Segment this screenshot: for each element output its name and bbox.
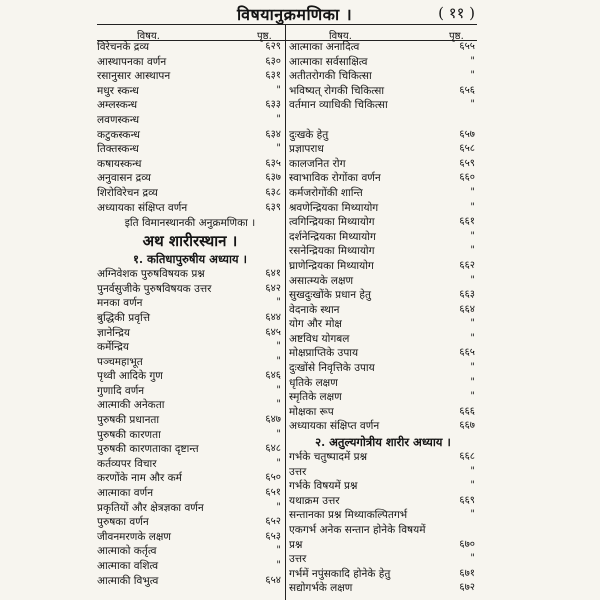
- entry-page: ": [276, 355, 281, 367]
- entry-title: उत्तर: [289, 553, 307, 566]
- index-entry: [289, 303, 477, 318]
- entry-title: गर्भके चतुष्पादमें प्रश्न: [289, 451, 368, 464]
- entry-page: ६३४: [265, 128, 281, 140]
- entry-page: ६४६: [265, 370, 281, 382]
- entry-page: ६७२: [459, 582, 475, 594]
- entry-page: ६७०: [459, 538, 475, 550]
- entry-page: ६५८: [459, 143, 475, 155]
- entry-page: ६६७: [459, 420, 475, 432]
- entry-title: कालजनित रोग: [289, 157, 346, 170]
- entry-page: ६६९: [459, 494, 475, 506]
- index-entry: [97, 98, 283, 113]
- entry-title: आत्माका वशित्व: [97, 560, 159, 572]
- entry-page: ": [276, 545, 281, 557]
- entry-page: ६६४: [459, 303, 475, 315]
- index-entry: [97, 355, 283, 370]
- entry-page: ": [470, 99, 475, 111]
- entry-page: ": [470, 553, 475, 565]
- index-entry: [97, 398, 283, 413]
- entry-page: ६३०: [265, 55, 281, 67]
- index-entry: [97, 267, 283, 282]
- entry-page: ": [276, 341, 281, 353]
- entry-title: अध्यायका संक्षिप्त वर्णन: [289, 420, 380, 433]
- index-entry: [289, 84, 477, 99]
- entry-title: अग्निवेशक पुरुषविषयक प्रश्न: [97, 268, 205, 281]
- entry-title: मोक्षका रूप: [289, 405, 334, 418]
- index-entry: [97, 84, 283, 99]
- chapter-title-2: २. अतुल्यगोत्रीय शारीर अध्याय ।: [315, 435, 451, 450]
- entry-title: असात्म्यके लक्षण: [289, 274, 354, 287]
- entry-page: ": [470, 318, 475, 330]
- header-page-number: ( ११ ): [438, 4, 475, 22]
- entry-title: प्रकृतियों और क्षेत्रज्ञका वर्णन: [97, 501, 204, 514]
- entry-page: ": [470, 391, 475, 403]
- end-note: इति विमानस्थानकी अनुक्रमणिका ।: [124, 217, 256, 230]
- entry-title: शिरोविरेचन द्रव्य: [97, 186, 158, 199]
- index-entry: [97, 574, 283, 589]
- index-entry: [289, 55, 477, 70]
- entry-title: उत्तर: [289, 465, 307, 478]
- entry-page: ६४७: [265, 414, 281, 426]
- left-entries-bottom: [97, 267, 283, 588]
- section-title: अथ शारीरस्थान ।: [142, 232, 238, 251]
- entry-title: एकगर्भ अनेक सन्तान होनेके विषयमें: [289, 524, 426, 536]
- index-entry: [289, 142, 477, 157]
- entry-title: आत्माका अनादित्व: [289, 41, 360, 53]
- index-entry: [97, 413, 283, 428]
- index-entry: [97, 142, 283, 157]
- entry-page: ": [276, 84, 281, 96]
- index-entry: [289, 376, 477, 391]
- entry-page: ": [470, 362, 475, 374]
- index-entry: [97, 171, 283, 186]
- entry-page: ६३९: [265, 201, 281, 213]
- entry-title: गर्भके विषयमें प्रश्न: [289, 480, 358, 493]
- entry-title: सद्योगर्भके लक्षण: [289, 582, 353, 595]
- entry-title: मोक्षप्राप्तिके उपाय: [289, 347, 359, 360]
- index-entry: [289, 523, 477, 538]
- left-column: [97, 40, 283, 588]
- entry-title: कषायस्कन्ध: [97, 157, 142, 170]
- entry-page: ६४२: [265, 282, 281, 294]
- index-entry: [97, 282, 283, 297]
- entry-title: पुनर्वसुजीके पुरुषविषयक उत्तर: [97, 282, 212, 295]
- index-entry: [289, 479, 477, 494]
- index-entry: [289, 465, 477, 480]
- index-entry: [97, 515, 283, 530]
- entry-page: ६५०: [265, 472, 281, 484]
- entry-page: ६५४: [265, 574, 281, 586]
- entry-title: कर्मेन्द्रिय: [97, 341, 129, 354]
- entry-page: ६५५: [459, 41, 475, 52]
- index-entry: [289, 186, 477, 201]
- entry-page: ": [470, 55, 475, 67]
- entry-page: ": [276, 428, 281, 440]
- entry-title: ज्ञानेन्द्रिय: [97, 326, 130, 339]
- index-entry: [97, 428, 283, 443]
- entry-page: ६६५: [459, 347, 475, 359]
- entry-title: सन्तानका प्रश्न मिथ्याकल्पितगर्भ: [289, 509, 408, 522]
- entry-title: प्रज्ञापराध: [289, 143, 324, 156]
- entry-page: ६३८: [265, 186, 281, 198]
- index-entry: [97, 486, 283, 501]
- index-entry: [289, 288, 477, 303]
- entry-title: बुद्धिकी प्रवृत्ति: [97, 311, 151, 324]
- entry-title: सुखदुःखोंके प्रधान हेतु: [289, 289, 371, 302]
- index-entry: [289, 157, 477, 172]
- entry-page: ": [276, 297, 281, 309]
- entry-title: आत्माका वर्णन: [97, 487, 154, 500]
- entry-title: दुःखोंसे निवृत्तिके उपाय: [289, 362, 375, 375]
- index-entry: [289, 405, 477, 420]
- entry-page: ": [470, 186, 475, 198]
- entry-page: ६५९: [459, 157, 475, 169]
- entry-title: अध्यायका संक्षिप्त वर्णन: [97, 201, 188, 214]
- entry-page: ६७१: [459, 567, 475, 579]
- entry-title: गर्भमें नपुंसकादि होनेके हेतु: [289, 567, 391, 580]
- index-entry: [97, 442, 283, 457]
- header-title: विषयानुक्रमणिका ।: [237, 5, 353, 24]
- entry-title: दर्शनेन्द्रियका मिथ्यायोग: [289, 230, 376, 243]
- entry-page: ": [470, 376, 475, 388]
- index-entry: [97, 559, 283, 574]
- entry-title: दुःखके हेतु: [289, 128, 329, 141]
- entry-title: त्वगिन्द्रियका मिथ्यायोग: [289, 216, 375, 229]
- entry-title: अम्लस्कन्ध: [97, 99, 138, 112]
- entry-title: आत्माकी विभुत्व: [97, 574, 159, 587]
- index-entry: [97, 296, 283, 311]
- entry-page: ": [470, 70, 475, 82]
- index-entry: [97, 40, 283, 55]
- entry-title: प्रश्न: [289, 538, 303, 551]
- index-entry: [289, 450, 477, 465]
- entry-page: ": [470, 480, 475, 492]
- entry-title: कर्तव्यपर विचार: [97, 457, 157, 470]
- index-entry: [97, 369, 283, 384]
- index-entry: [289, 98, 477, 113]
- entry-title: भविष्यत् रोगकी चिकित्सा: [289, 84, 385, 97]
- entry-page: ": [276, 384, 281, 396]
- entry-page: ६४४: [265, 311, 281, 323]
- index-entry: [97, 340, 283, 355]
- entry-title: घ्राणेन्द्रियका मिथ्यायोग: [289, 259, 374, 272]
- entry-page: ६६१: [459, 216, 475, 228]
- page-header: [97, 2, 477, 24]
- entry-title: पञ्चमहाभूत: [97, 355, 143, 368]
- entry-title: पुरुषकी कारणता: [97, 428, 161, 441]
- entry-page: ": [470, 509, 475, 521]
- index-entry: [289, 317, 477, 332]
- entry-title: जीवनमरणके लक्षण: [97, 530, 171, 543]
- entry-title: पृथ्वी आदिके गुण: [97, 370, 163, 383]
- index-entry: [289, 215, 477, 230]
- entry-title: मधुर स्कन्ध: [97, 84, 139, 97]
- entry-title: अनुवासन द्रव्य: [97, 172, 151, 185]
- entry-page: ६६३: [459, 289, 475, 301]
- index-entry: [289, 128, 477, 143]
- entry-page: ६६०: [459, 172, 475, 184]
- index-entry: [289, 581, 477, 596]
- right-entries-bottom: [289, 450, 477, 596]
- entry-page: ६५३: [265, 530, 281, 542]
- entry-title: पुरुषका वर्णन: [97, 516, 149, 529]
- left-page-header: पृष्ठ.: [257, 31, 272, 42]
- entry-page: ": [470, 245, 475, 257]
- entry-title: स्मृतिके लक्षण: [289, 391, 342, 404]
- index-entry: [97, 384, 283, 399]
- column-divider: [285, 24, 286, 600]
- entry-page: ६६२: [459, 259, 475, 271]
- entry-page: ": [276, 501, 281, 513]
- index-entry: [97, 69, 283, 84]
- entry-title: योग और मोक्ष: [289, 318, 342, 331]
- entry-page: ": [276, 143, 281, 155]
- entry-title: लवणस्कन्ध: [97, 113, 140, 126]
- entry-page: ६४१: [265, 268, 281, 280]
- entry-page: ": [470, 274, 475, 286]
- index-entry: [289, 69, 477, 84]
- entry-title: आत्माकी अनेकता: [97, 399, 165, 412]
- entry-title: रसनेन्द्रियका मिथ्यायोग: [289, 245, 375, 258]
- entry-page: ६५६: [459, 84, 475, 96]
- entry-page: ६३५: [265, 157, 281, 169]
- index-entry: [289, 332, 477, 347]
- entry-title: पुरुषकी प्रधानता: [97, 414, 160, 427]
- index-entry: [289, 552, 477, 567]
- index-entry: [289, 508, 477, 523]
- entry-title: यथाक्रम उत्तर: [289, 494, 340, 507]
- entry-title: करणोंके नाम और कर्म: [97, 472, 182, 485]
- index-entry: [289, 171, 477, 186]
- entry-title: आस्थापनका वर्णन: [97, 55, 167, 68]
- index-entry: [97, 128, 283, 143]
- index-entry: [289, 201, 477, 216]
- entry-title: वर्तमान व्याधिकी चिकित्सा: [289, 99, 388, 112]
- entry-title: गुणादि वर्णन: [97, 384, 145, 397]
- index-entry: [97, 157, 283, 172]
- entry-page: ६४५: [265, 326, 281, 338]
- index-entry: [97, 113, 283, 128]
- entry-page: ६५१: [265, 487, 281, 499]
- entry-page: ६५२: [265, 516, 281, 528]
- entry-title: मनका वर्णन: [97, 297, 143, 310]
- entry-title: कटुकस्कन्ध: [97, 128, 140, 141]
- entry-page: ६६६: [459, 405, 475, 417]
- entry-title: अष्टविध योगबल: [289, 332, 350, 345]
- index-entry: [289, 567, 477, 582]
- entry-title: तिक्तस्कन्ध: [97, 143, 139, 156]
- entry-page: ": [276, 113, 281, 125]
- entry-page: ६५७: [459, 128, 475, 140]
- index-entry: [97, 311, 283, 326]
- entry-title: विरेचनके द्रव्य: [97, 41, 150, 53]
- entry-title: कर्मजरोगोंकी शान्ति: [289, 186, 363, 199]
- entry-page: ": [470, 201, 475, 213]
- right-column: [289, 40, 477, 596]
- entry-title: आत्माको कर्तृत्व: [97, 545, 157, 558]
- index-entry: [289, 113, 477, 128]
- right-entries-top: [289, 40, 477, 434]
- index-entry: [97, 530, 283, 545]
- entry-page: ": [276, 560, 281, 571]
- entry-page: ६४८: [265, 443, 281, 455]
- entry-title: अतीतरोगकी चिकित्सा: [289, 70, 372, 83]
- entry-title: आत्माका सर्वसाक्षित्व: [289, 55, 368, 68]
- index-entry: [289, 274, 477, 289]
- entry-page: ६२९: [265, 41, 281, 52]
- entry-title: पुरुषकी कारणताका दृष्टान्त: [97, 443, 199, 456]
- index-entry: [289, 390, 477, 405]
- chapter-title-1: १. कतिधापुरुषीय अध्याय ।: [133, 252, 247, 267]
- entry-title: वेदनाके स्थान: [289, 303, 340, 316]
- entry-page: ६६८: [459, 451, 475, 463]
- index-entry: [97, 544, 283, 559]
- right-subject-header: विषय.: [329, 31, 352, 42]
- entry-page: ": [276, 457, 281, 469]
- index-entry: [97, 201, 283, 216]
- entry-page: ६३१: [265, 70, 281, 82]
- index-entry: [97, 457, 283, 472]
- index-entry: [97, 326, 283, 341]
- left-entries-top: [97, 40, 283, 215]
- right-page-header: पृष्ठ.: [449, 31, 464, 42]
- index-entry: [97, 55, 283, 70]
- index-entry: [289, 538, 477, 553]
- entry-page: ": [470, 332, 475, 344]
- entry-page: ६३७: [265, 172, 281, 184]
- index-entry: [289, 494, 477, 509]
- index-entry: [97, 501, 283, 516]
- entry-title: स्वाभाविक रोगोंका वर्णन: [289, 172, 381, 185]
- top-rule: [97, 24, 477, 25]
- entry-page: ६३३: [265, 99, 281, 111]
- left-subject-header: विषय.: [137, 31, 160, 42]
- index-entry: [97, 186, 283, 201]
- index-entry: [289, 346, 477, 361]
- index-entry: [289, 361, 477, 376]
- entry-page: ": [470, 465, 475, 477]
- index-page: [97, 0, 477, 600]
- index-entry: [289, 419, 477, 434]
- entry-page: ": [276, 399, 281, 411]
- entry-title: श्रवणेन्द्रियका मिथ्यायोग: [289, 201, 379, 214]
- index-entry: [289, 230, 477, 245]
- index-entry: [289, 259, 477, 274]
- index-entry: [97, 471, 283, 486]
- entry-title: रसानुसार आस्थापन: [97, 70, 171, 83]
- entry-page: ": [470, 230, 475, 242]
- index-entry: [289, 40, 477, 55]
- entry-title: धृतिके लक्षण: [289, 376, 338, 389]
- index-entry: [289, 244, 477, 259]
